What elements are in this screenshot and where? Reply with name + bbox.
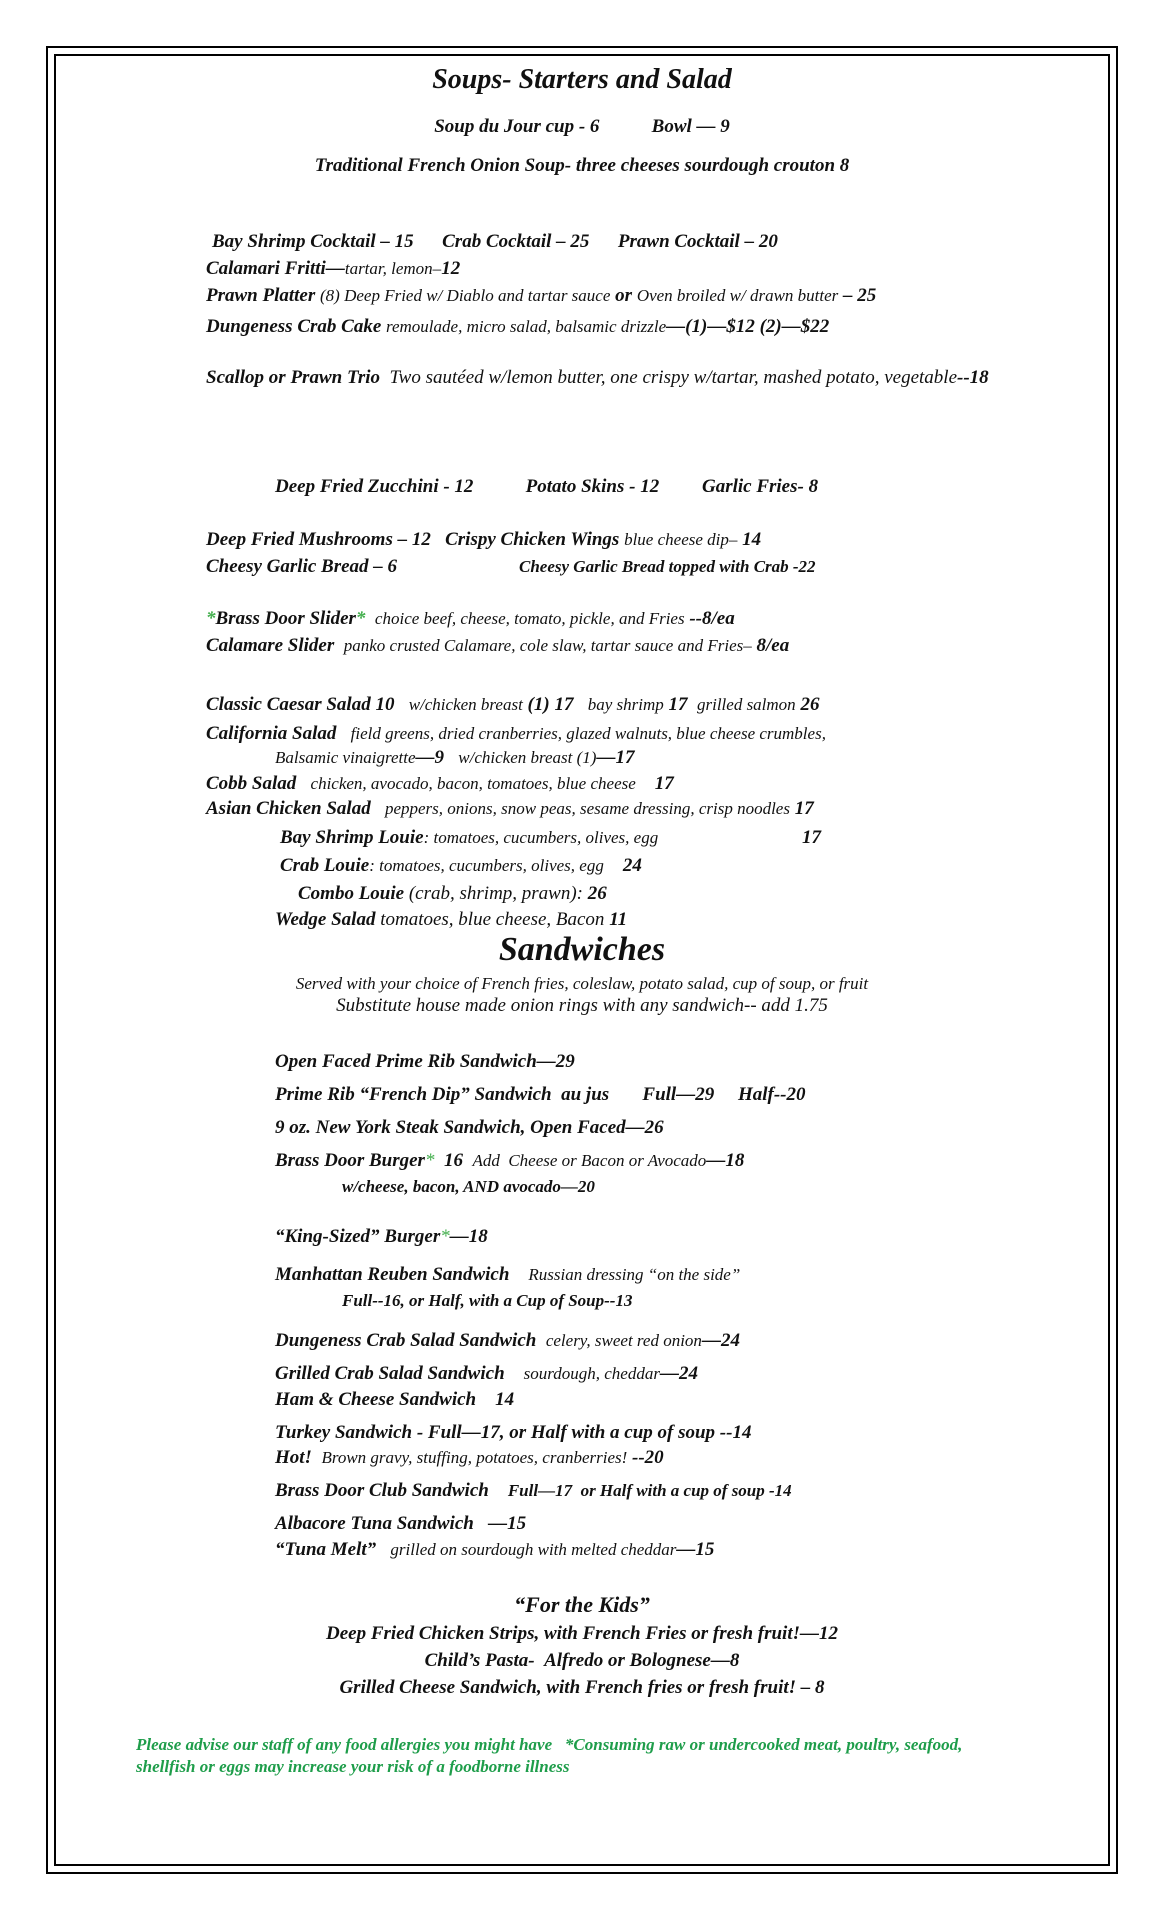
- kids-item: Deep Fried Chicken Strips, with French Fries or fresh fruit!—12: [325, 1623, 839, 1644]
- item-desc: (8) Deep Fried w/ Diablo and tartar sauce: [320, 286, 611, 305]
- option: w/chicken breast: [408, 695, 523, 714]
- section-title-starters: Soups- Starters and Salad: [432, 64, 732, 95]
- tuna-melt-item: [275, 1538, 714, 1562]
- mushrooms-wings-line: [206, 528, 761, 552]
- item-price: --20: [632, 1447, 664, 1468]
- item-price: 26: [587, 883, 607, 904]
- ham-cheese-item: [275, 1388, 514, 1412]
- item-desc: : tomatoes, cucumbers, olives, egg: [369, 856, 604, 875]
- item-price: —9: [415, 747, 445, 768]
- soup-du-jour: Soup du Jour cup - 6 Bowl — 9: [434, 116, 730, 137]
- item-desc: celery, sweet red onion: [545, 1331, 702, 1350]
- cocktails-line: Bay Shrimp Cocktail – 15 Crab Cocktail – 25 Prawn Cocktail – 20: [212, 231, 778, 252]
- item-price: 17: [654, 773, 674, 794]
- option-price: (1) 17: [527, 694, 574, 715]
- item-price: --18: [957, 367, 989, 388]
- item-price: 12: [441, 258, 461, 279]
- sandwich-note-1: Served with your choice of French fries, coleslaw, potato salad, cup of soup, or fruit: [295, 974, 869, 993]
- option: grilled salmon: [696, 695, 796, 714]
- item-name: Combo Louie: [298, 883, 405, 904]
- item-desc: blue cheese dip–: [624, 530, 738, 549]
- item-name: “King-Sized” Burger: [275, 1226, 441, 1247]
- item-desc: Balsamic vinaigrette: [275, 748, 416, 767]
- item-name: Albacore Tuna Sandwich: [275, 1513, 474, 1534]
- item-desc: field greens, dried cranberries, glazed walnuts, blue cheese crumbles,: [350, 724, 826, 743]
- item-price: —15: [676, 1539, 715, 1560]
- item-price: – 25: [843, 285, 877, 306]
- item-desc: choice beef, cheese, tomato, pickle, and Fries: [374, 609, 685, 628]
- item-name: Scallop or Prawn Trio: [206, 367, 381, 388]
- crab-louie-item: [280, 854, 642, 878]
- item-desc: tartar, lemon–: [344, 259, 442, 278]
- asterisk: *: [206, 608, 216, 629]
- crab-cake-item: [206, 315, 829, 339]
- ny-steak-item: 9 oz. New York Steak Sandwich, Open Faced—26: [275, 1117, 664, 1138]
- calamari-item: [206, 257, 460, 281]
- item-desc: : tomatoes, cucumbers, olives, egg: [423, 828, 659, 847]
- item-name: Calamare Slider: [206, 635, 335, 656]
- item-name: Crab Louie: [280, 855, 370, 876]
- item-desc: Add Cheese or Bacon or Avocado: [472, 1151, 707, 1170]
- item-price: —24: [701, 1330, 740, 1351]
- item-name: Wedge Salad: [275, 909, 376, 930]
- item-name: Asian Chicken Salad: [206, 798, 371, 819]
- allergy-notice-line1: Please advise our staff of any food allergies you might have *Consuming raw or undercooked meat, poultry, seafood,: [136, 1735, 963, 1754]
- option: bay shrimp: [587, 695, 664, 714]
- item-name: California Salad: [206, 723, 337, 744]
- item-desc: sourdough, cheddar: [523, 1364, 660, 1383]
- california-item-line2: [275, 746, 634, 770]
- wedge-item: [275, 908, 627, 932]
- asterisk: *: [424, 1150, 435, 1171]
- item-price: —(1)—$12 (2)—$22: [666, 316, 830, 337]
- item-name: Dungeness Crab Salad Sandwich: [275, 1330, 537, 1351]
- club-item: [275, 1479, 792, 1503]
- item-desc: peppers, onions, snow peas, sesame dressing, crisp noodles: [384, 799, 790, 818]
- prime-rib-open-item: Open Faced Prime Rib Sandwich—29: [275, 1051, 575, 1072]
- tuna-item: [275, 1512, 526, 1536]
- garlic-bread-item: Cheesy Garlic Bread – 6: [206, 556, 398, 577]
- item-name: Classic Caesar Salad: [206, 694, 371, 715]
- item-desc: w/chicken breast (1): [458, 748, 597, 767]
- option-price: 26: [800, 694, 820, 715]
- item-name: Brass Door Slider: [215, 608, 356, 629]
- item-desc: grilled on sourdough with melted cheddar: [390, 1540, 677, 1559]
- mushrooms-item: Deep Fried Mushrooms – 12: [206, 529, 431, 550]
- item-price: --8/ea: [689, 608, 735, 629]
- item-price: Full—17 or Half with a cup of soup -14: [507, 1481, 792, 1500]
- burger-item: [275, 1149, 744, 1173]
- item-price: —18: [706, 1150, 745, 1171]
- item-price: —24: [659, 1363, 698, 1384]
- garlic-bread-line: [206, 555, 816, 579]
- item-desc: Brown gravy, stuffing, potatoes, cranberries!: [321, 1448, 628, 1467]
- item-name: Grilled Crab Salad Sandwich: [275, 1363, 505, 1384]
- prawn-platter-item: [206, 284, 876, 308]
- item-name: Manhattan Reuben Sandwich: [275, 1264, 510, 1285]
- item-name: Crispy Chicken Wings: [445, 529, 620, 550]
- sandwich-note-2: Substitute house made onion rings with any sandwich-- add 1.75: [336, 995, 828, 1016]
- item-name: Bay Shrimp Louie: [280, 827, 424, 848]
- item-desc: Russian dressing “on the side”: [528, 1265, 741, 1284]
- item-price: 11: [609, 909, 628, 930]
- item-name: Brass Door Burger: [275, 1150, 425, 1171]
- calamare-slider-item: [206, 634, 789, 658]
- item-or: or: [615, 285, 633, 306]
- item-price: 16: [443, 1150, 463, 1171]
- combo-louie-item: [298, 882, 607, 906]
- item-desc: panko crusted Calamare, cole slaw, tartar sauce and Fries–: [343, 636, 752, 655]
- garlic-bread-crab-item: Cheesy Garlic Bread topped with Crab -22: [519, 557, 816, 576]
- turkey-item: Turkey Sandwich - Full—17, or Half with a cup of soup --14: [275, 1422, 752, 1443]
- item-name: Prawn Platter: [206, 285, 316, 306]
- item-desc: (crab, shrimp, prawn):: [408, 883, 584, 904]
- onion-soup: Traditional French Onion Soup- three cheeses sourdough crouton 8: [314, 155, 850, 176]
- item-name: Hot!: [275, 1447, 312, 1468]
- trio-item: [206, 366, 1066, 390]
- item-price: 14: [742, 529, 762, 550]
- item-name: “Tuna Melt”: [275, 1539, 377, 1560]
- item-price: 8/ea: [756, 635, 790, 656]
- item-name: Calamari Fritti—: [206, 258, 345, 279]
- item-desc: Oven broiled w/ drawn butter: [636, 286, 839, 305]
- fried-line: Deep Fried Zucchini - 12 Potato Skins - 12 Garlic Fries- 8: [275, 476, 819, 497]
- item-price: 10: [375, 694, 395, 715]
- item-price: 17: [802, 827, 821, 848]
- king-burger-item: [275, 1225, 488, 1249]
- item-price: 24: [622, 855, 642, 876]
- burger-item-line2: w/cheese, bacon, AND avocado—20: [342, 1177, 595, 1196]
- item-price: —17: [596, 747, 635, 768]
- item-name: Cobb Salad: [206, 773, 297, 794]
- slider-item: [206, 607, 735, 631]
- kids-item: Child’s Pasta- Alfredo or Bolognese—8: [424, 1650, 740, 1671]
- item-desc: chicken, avocado, bacon, tomatoes, blue cheese: [310, 774, 636, 793]
- california-item: [206, 722, 826, 746]
- item-price: —15: [488, 1513, 527, 1534]
- section-title-sandwiches: Sandwiches: [498, 931, 666, 968]
- item-name: Brass Door Club Sandwich: [275, 1480, 489, 1501]
- shrimp-louie-item: [280, 826, 821, 850]
- grilled-crab-sandwich-item: [275, 1362, 698, 1386]
- item-desc: Two sautéed w/lemon butter, one crispy w/tartar, mashed potato, vegetable: [389, 367, 958, 388]
- crab-salad-sandwich-item: [275, 1329, 740, 1353]
- french-dip-item: Prime Rib “French Dip” Sandwich au jus Full—29 Half--20: [275, 1084, 806, 1105]
- kids-item: Grilled Cheese Sandwich, with French fries or fresh fruit! – 8: [339, 1677, 825, 1698]
- item-price: 17: [794, 798, 814, 819]
- item-name: Ham & Cheese Sandwich: [275, 1389, 477, 1410]
- item-price: —18: [449, 1226, 488, 1247]
- asterisk: *: [440, 1226, 450, 1247]
- reuben-item: [275, 1263, 740, 1287]
- section-title-kids: “For the Kids”: [514, 1592, 650, 1617]
- item-desc: remoulade, micro salad, balsamic drizzle: [386, 317, 667, 336]
- item-name: Dungeness Crab Cake: [206, 316, 382, 337]
- asterisk: *: [355, 608, 366, 629]
- asian-item: [206, 797, 814, 821]
- allergy-notice-line2: shellfish or eggs may increase your risk of a foodborne illness: [136, 1757, 570, 1776]
- option-price: 17: [668, 694, 688, 715]
- cobb-item: [206, 772, 674, 796]
- item-price: 14: [495, 1389, 515, 1410]
- item-desc: tomatoes, blue cheese, Bacon: [380, 909, 605, 930]
- hot-item: [275, 1446, 664, 1470]
- reuben-item-line2: Full--16, or Half, with a Cup of Soup--13: [342, 1291, 633, 1310]
- caesar-item: [206, 693, 819, 717]
